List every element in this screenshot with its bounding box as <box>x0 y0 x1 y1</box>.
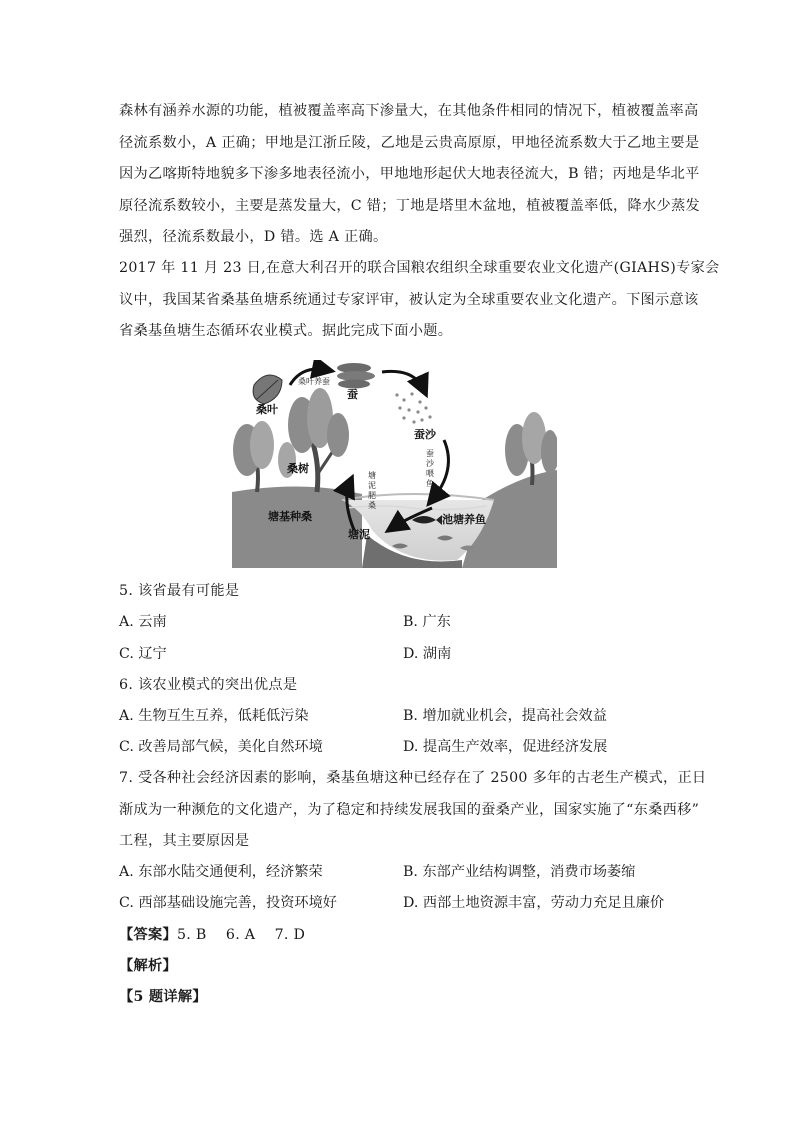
dung-to-fish-char-3: 喂 <box>426 469 434 478</box>
intro-line-2: 议中，我国某省桑基鱼塘系统通过专家评审，被认定为全球重要农业文化遗产。下图示意该 <box>119 292 699 308</box>
explanation-line-4: 原径流系数较小，主要是蒸发量大，C 错；丁地是塔里木盆地，植被覆盖率低，降水少蒸发 <box>119 198 700 214</box>
dung-to-fish-char-1: 蚕 <box>426 449 434 458</box>
pond-fish-label: 池塘养鱼 <box>442 513 486 526</box>
question-7-stem-line-1: 7. 受各种社会经济因素的影响，桑基鱼塘这种已经存在了 2500 多年的古老生产模式，正日 <box>119 770 707 786</box>
silkworm-icon <box>337 363 375 389</box>
explanation-line-3: 因为乙喀斯特地貌多下渗多地表径流小，甲地地形起伏大地表径流大，B 错；丙地是华北平 <box>119 166 700 182</box>
question-5-option-a: A. 云南 <box>119 614 167 630</box>
mulberry-dike-fish-pond-diagram <box>232 360 557 568</box>
answer-text: 5. B 6. A 7. D <box>176 927 306 943</box>
left-dike <box>232 486 362 568</box>
silkworm-dung-label: 蚕沙 <box>414 428 436 441</box>
dike-mulberry-label: 塘基种桑 <box>268 510 312 523</box>
mud-to-mulberry-char-3: 肥 <box>368 491 376 500</box>
answer-line <box>119 925 305 945</box>
arrow-silkworm-to-dung <box>382 371 424 390</box>
pond-mud-label: 塘泥 <box>348 528 370 541</box>
mulberry-leaf-label: 桑叶 <box>256 403 278 416</box>
mud-to-mulberry-char-4: 桑 <box>368 501 376 510</box>
question-5-option-d: D. 湖南 <box>403 646 452 662</box>
question-7-option-d: D. 西部土地资源丰富，劳动力充足且廉价 <box>403 895 665 911</box>
dung-to-fish-char-2: 沙 <box>426 459 434 468</box>
question-7-option-a: A. 东部水陆交通便利，经济繁荣 <box>119 864 323 880</box>
question-5-option-b: B. 广东 <box>403 614 451 630</box>
mulberry-leaf-icon <box>253 375 282 404</box>
mulberry-tree-label: 桑树 <box>287 462 309 475</box>
intro-line-1: 2017 年 11 月 23 日,在意大利召开的联合国粮农组织全球重要农业文化遗产(GIAHS)专家会 <box>119 260 720 276</box>
question-5-stem: 5. 该省最有可能是 <box>119 583 240 599</box>
question-7-stem-line-3: 工程，其主要原因是 <box>119 833 250 849</box>
explanation-line-2: 径流系数小，A 正确；甲地是江浙丘陵，乙地是云贵高原原，甲地径流系数大于乙地主要是 <box>119 135 700 151</box>
question-7-option-c: C. 西部基础设施完善，投资环境好 <box>119 895 337 911</box>
intro-line-3: 省桑基鱼塘生态循环农业模式。据此完成下面小题。 <box>119 323 453 339</box>
question-7-option-b: B. 东部产业结构调整，消费市场萎缩 <box>403 864 636 880</box>
answer-label: 【答案】 <box>119 927 177 943</box>
question-6-option-d: D. 提高生产效率，促进经济发展 <box>403 739 608 755</box>
dung-to-fish-char-4: 鱼 <box>426 479 434 488</box>
mud-to-mulberry-char-2: 泥 <box>368 481 376 490</box>
explanation-line-1: 森林有涵养水源的功能，植被覆盖率高下渗量大，在其他条件相同的情况下，植被覆盖率高 <box>119 103 699 119</box>
question-5-detail-label: 【5 题详解】 <box>119 989 207 1005</box>
question-6-option-a: A. 生物互生互养，低耗低污染 <box>119 708 309 724</box>
question-5-option-c: C. 辽宁 <box>119 646 167 662</box>
question-6-option-c: C. 改善局部气候，美化自然环境 <box>119 739 323 755</box>
explanation-line-5: 强烈，径流系数最小，D 错。选 A 正确。 <box>119 229 388 245</box>
silkworm-dung-icon <box>395 392 431 423</box>
analysis-label: 【解析】 <box>119 958 177 974</box>
question-7-stem-line-2: 渐成为一种濒危的文化遗产，为了稳定和持续发展我国的蚕桑产业，国家实施了“东桑西移” <box>119 802 700 818</box>
question-6-option-b: B. 增加就业机会，提高社会效益 <box>403 708 607 724</box>
mud-to-mulberry-char-1: 塘 <box>368 471 376 480</box>
silkworm-label: 蚕 <box>347 388 358 401</box>
mulberry-tree-icon <box>233 388 349 492</box>
arrow-dung-to-fish <box>432 440 448 500</box>
leaf-to-silkworm-label: 桑叶养蚕 <box>298 377 330 386</box>
question-6-stem: 6. 该农业模式的突出优点是 <box>119 677 298 693</box>
